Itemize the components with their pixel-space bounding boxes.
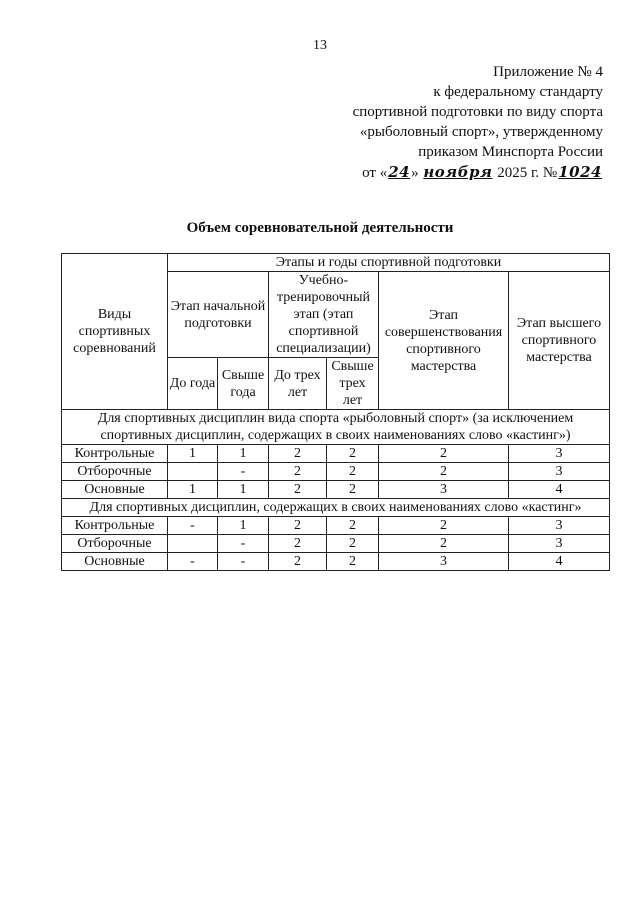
table-cell: 3	[509, 517, 610, 535]
table-row	[62, 481, 610, 499]
table-cell: 2	[269, 517, 327, 535]
section-title-row	[62, 499, 610, 517]
table-cell: -	[168, 517, 218, 535]
table-row	[62, 463, 610, 481]
header-stage-highest: Этап высшего спортивного мастерства	[509, 272, 610, 410]
row-label: Контрольные	[62, 445, 168, 463]
table-row	[62, 517, 610, 535]
table-cell: 3	[379, 553, 509, 571]
header-initial-over-year: Свыше года	[218, 358, 269, 410]
document-title: Объем соревновательной деятельности	[186, 220, 454, 236]
table-cell: 1	[168, 481, 218, 499]
appendix-line: к федеральному стандарту	[433, 84, 603, 100]
row-label: Основные	[62, 553, 168, 571]
row-label: Основные	[62, 481, 168, 499]
header-competition-types: Виды спортивных соревнований	[62, 254, 168, 410]
page-number: 13	[313, 38, 327, 53]
handwritten-day: 24	[388, 163, 411, 181]
table-cell: 2	[327, 463, 379, 481]
table-cell: 2	[269, 463, 327, 481]
appendix-title: Приложение № 4	[493, 64, 603, 80]
table-cell	[168, 535, 218, 553]
date-mid: »	[411, 165, 419, 181]
table-cell: 2	[269, 445, 327, 463]
table-cell: 1	[218, 481, 269, 499]
table-cell: 2	[327, 517, 379, 535]
header-initial-up-to-year: До года	[168, 358, 218, 410]
section-title: Для спортивных дисциплин, содержащих в своих наименованиях слово «кастинг»	[62, 499, 610, 517]
table-cell: 2	[327, 481, 379, 499]
table-cell: 1	[218, 445, 269, 463]
header-stage-training: Учебно-тренировочный этап (этап спортивной специализации)	[269, 272, 379, 358]
table-cell: -	[218, 535, 269, 553]
table-cell: 2	[379, 463, 509, 481]
table-cell: -	[218, 463, 269, 481]
table-cell: 4	[509, 481, 610, 499]
appendix-line: приказом Минспорта России	[418, 144, 603, 160]
table-cell: 2	[269, 481, 327, 499]
header-stages-group: Этапы и годы спортивной подготовки	[168, 254, 610, 272]
table-row	[62, 445, 610, 463]
table-cell: 2	[269, 553, 327, 571]
table-cell: 2	[327, 535, 379, 553]
table-cell: 3	[509, 445, 610, 463]
table-cell: 2	[379, 445, 509, 463]
table-cell: 1	[218, 517, 269, 535]
date-prefix: от «	[362, 165, 388, 181]
header-training-up-to-three: До трех лет	[269, 358, 327, 410]
table-row	[62, 553, 610, 571]
header-row	[62, 254, 610, 272]
appendix-line: «рыболовный спорт», утвержденному	[359, 124, 603, 140]
appendix-line: спортивной подготовки по виду спорта	[352, 104, 603, 120]
date-year: 2025 г. №	[497, 165, 558, 181]
table-cell: 4	[509, 553, 610, 571]
table-cell: 2	[379, 517, 509, 535]
section-title-row	[62, 410, 610, 445]
table-cell	[168, 463, 218, 481]
table-cell: -	[168, 553, 218, 571]
header-stage-perfection: Этап совершенствования спортивного мастерства	[379, 272, 509, 410]
appendix-block	[353, 62, 603, 183]
table-row	[62, 535, 610, 553]
table-cell: 1	[168, 445, 218, 463]
table-cell: -	[218, 553, 269, 571]
handwritten-order-number: 1024	[558, 163, 602, 181]
table-cell: 2	[379, 535, 509, 553]
table-cell: 3	[509, 463, 610, 481]
header-stage-initial: Этап начальной подготовки	[168, 272, 269, 358]
table-cell: 3	[509, 535, 610, 553]
order-date-line	[353, 162, 603, 183]
table-cell: 2	[327, 553, 379, 571]
competition-volume-table	[61, 253, 610, 571]
row-label: Контрольные	[62, 517, 168, 535]
section-title: Для спортивных дисциплин вида спорта «рыболовный спорт» (за исключением спортивных дисциплин, содержащих в своих наименованиях слово «кастинг»)	[62, 410, 610, 445]
table-cell: 2	[269, 535, 327, 553]
row-label: Отборочные	[62, 463, 168, 481]
table-cell: 3	[379, 481, 509, 499]
row-label: Отборочные	[62, 535, 168, 553]
table-cell: 2	[327, 445, 379, 463]
handwritten-month: ноября	[423, 163, 493, 181]
header-training-over-three: Свыше трех лет	[327, 358, 379, 410]
